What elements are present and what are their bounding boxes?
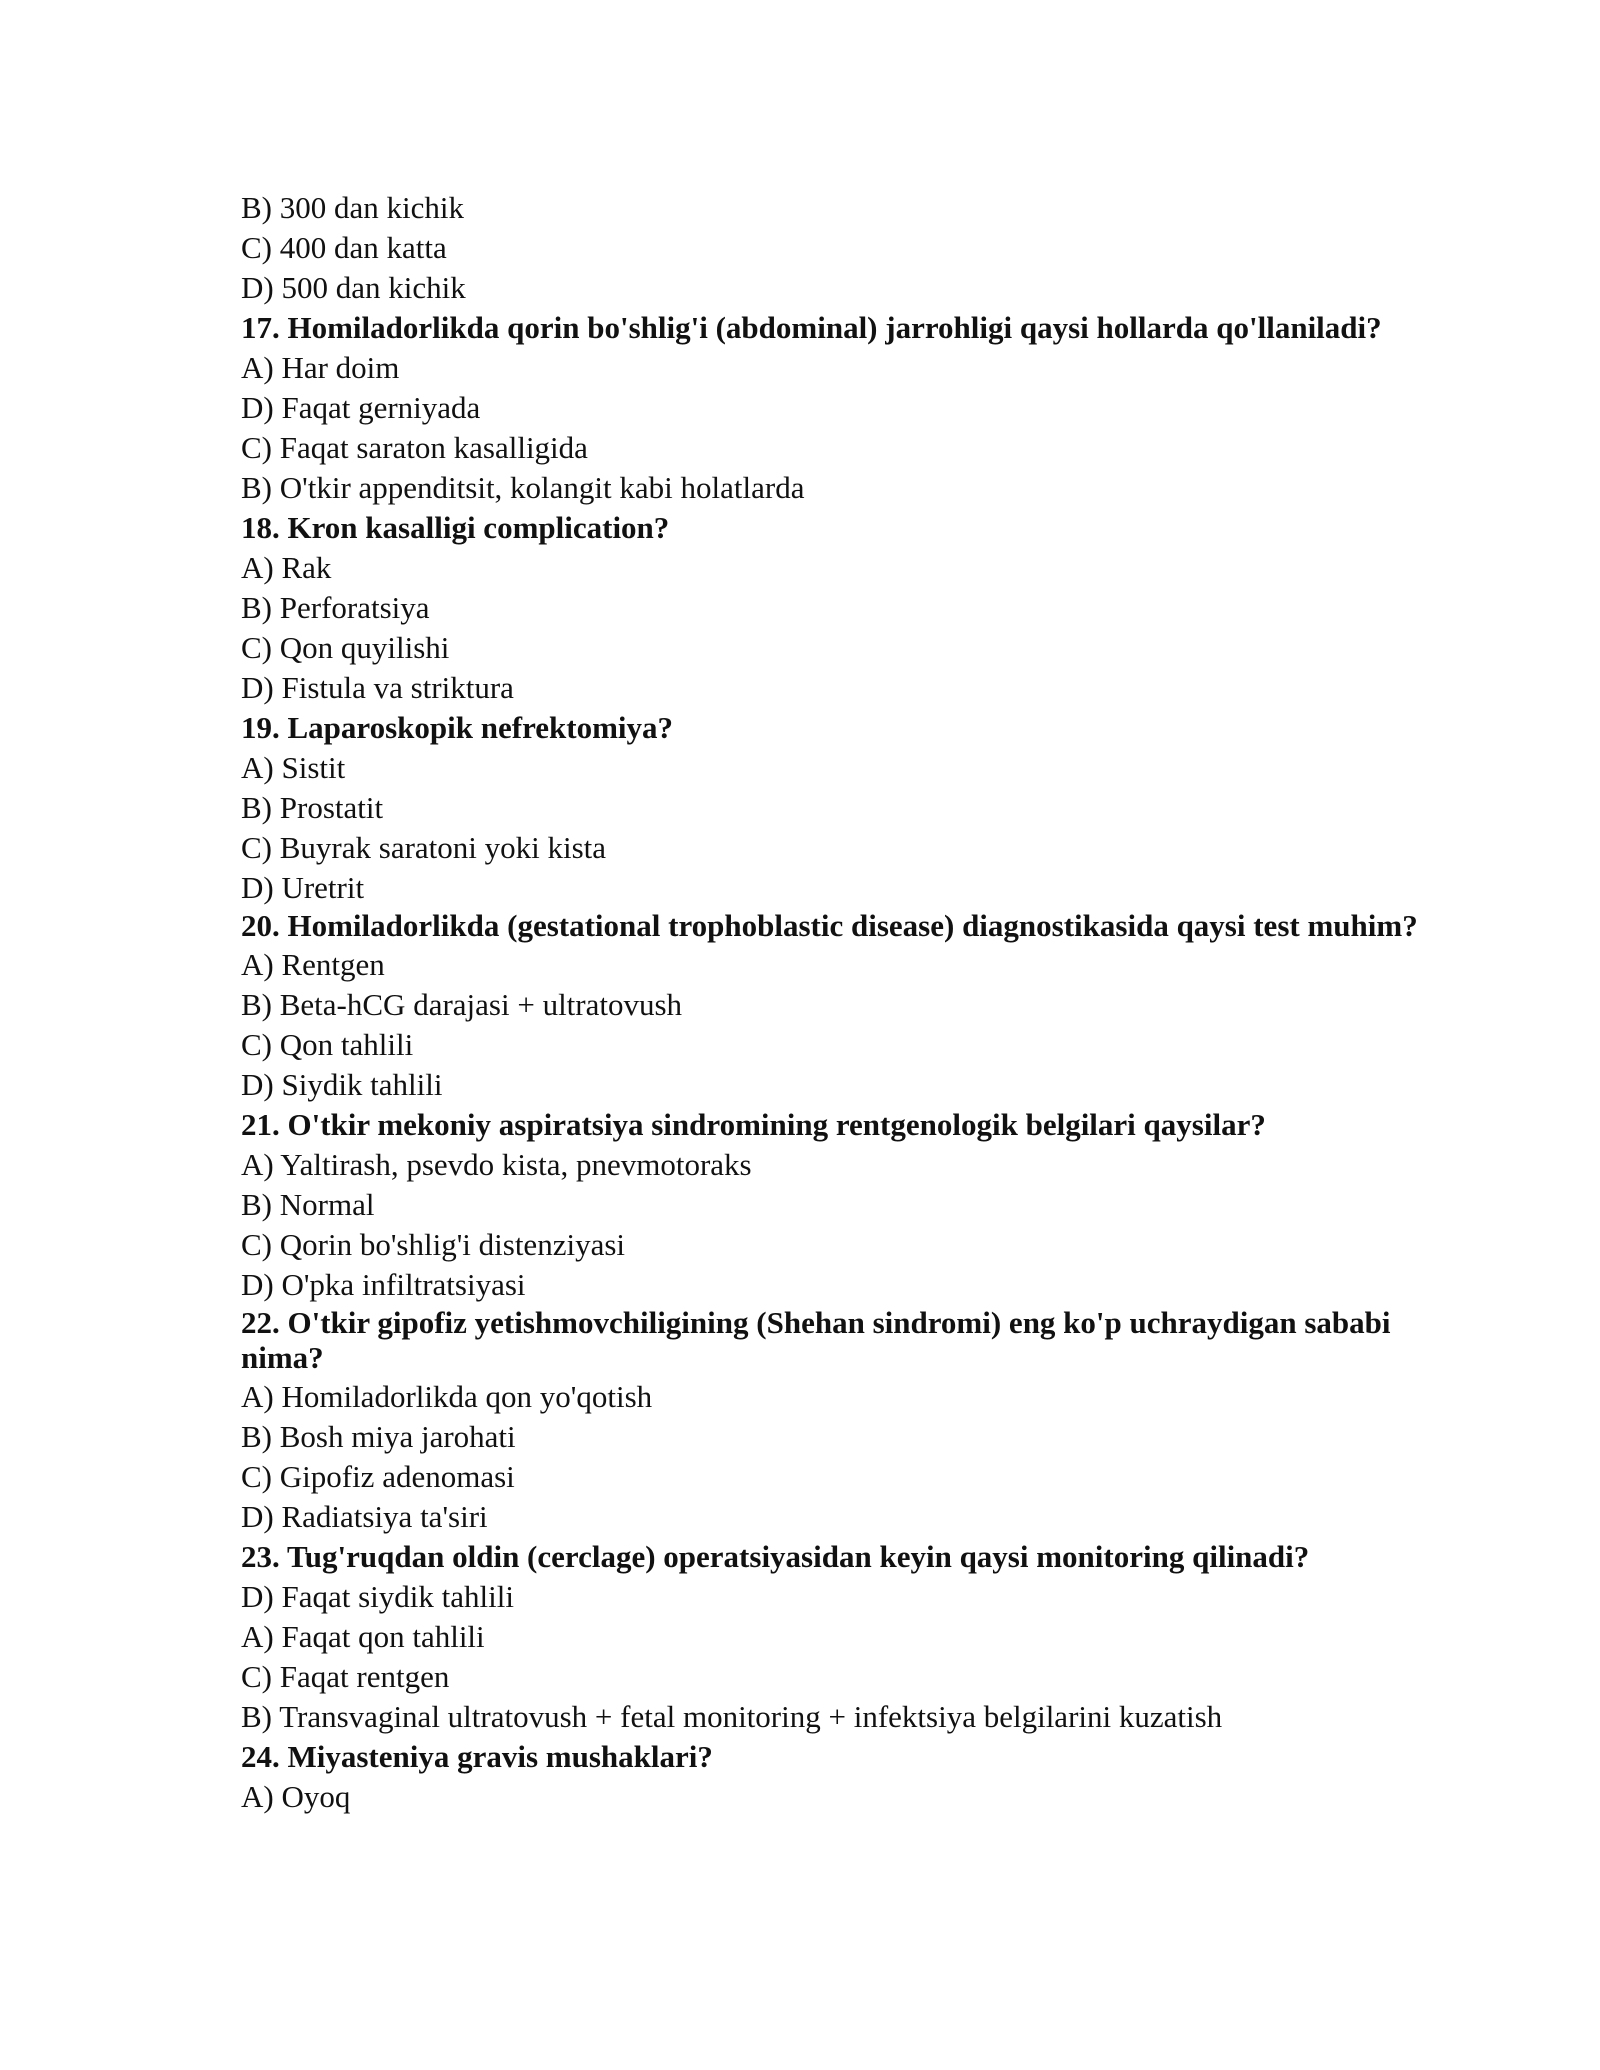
answer-option: A) Rentgen <box>241 947 385 982</box>
answer-option: C) Faqat rentgen <box>241 1659 450 1694</box>
answer-option: D) Radiatsiya ta'siri <box>241 1499 488 1534</box>
answer-option: A) Homiladorlikda qon yo'qotish <box>241 1379 653 1414</box>
answer-option: A) Har doim <box>241 350 400 385</box>
answer-option: D) Fistula va striktura <box>241 670 514 705</box>
question-heading: 18. Kron kasalligi complication? <box>241 510 670 545</box>
answer-option: D) Uretrit <box>241 870 365 905</box>
answer-option: D) O'pka infiltratsiyasi <box>241 1267 526 1302</box>
question-heading: 17. Homiladorlikda qorin bo'shlig'i (abdominal) jarrohligi qaysi hollarda qo'llaniladi? <box>241 310 1382 345</box>
question-heading: 22. O'tkir gipofiz yetishmovchiligining (Shehan sindromi) eng ko'p uchraydigan sababi nima? <box>241 1305 1391 1375</box>
answer-option: B) Perforatsiya <box>241 590 430 625</box>
answer-option: B) Bosh miya jarohati <box>241 1419 516 1454</box>
answer-option: C) Buyrak saratoni yoki kista <box>241 830 607 865</box>
answer-option: C) Qon quyilishi <box>241 630 450 665</box>
answer-option: B) Beta-hCG darajasi + ultratovush <box>241 987 683 1022</box>
answer-option: B) Prostatit <box>241 790 384 825</box>
question-heading: 21. O'tkir mekoniy aspiratsiya sindromining rentgenologik belgilari qaysilar? <box>241 1107 1266 1142</box>
answer-option: C) Gipofiz adenomasi <box>241 1459 515 1494</box>
answer-option: A) Oyoq <box>241 1779 351 1814</box>
answer-option: A) Faqat qon tahlili <box>241 1619 485 1654</box>
question-heading: 20. Homiladorlikda (gestational trophoblastic disease) diagnostikasida qaysi test muhim? <box>241 908 1418 943</box>
document-page <box>241 188 1441 1817</box>
answer-option: A) Rak <box>241 550 332 585</box>
answer-option: A) Yaltirash, psevdo kista, pnevmotoraks <box>241 1147 752 1182</box>
answer-option: C) 400 dan katta <box>241 230 447 265</box>
answer-option: C) Faqat saraton kasalligida <box>241 430 588 465</box>
answer-option: D) Siydik tahlili <box>241 1067 443 1102</box>
question-heading: 24. Miyasteniya gravis mushaklari? <box>241 1739 713 1774</box>
question-heading: 19. Laparoskopik nefrektomiya? <box>241 710 674 745</box>
answer-option: A) Sistit <box>241 750 346 785</box>
answer-option: D) 500 dan kichik <box>241 270 466 305</box>
answer-option: B) Transvaginal ultratovush + fetal monitoring + infektsiya belgilarini kuzatish <box>241 1699 1223 1734</box>
question-heading: 23. Tug'ruqdan oldin (cerclage) operatsiyasidan keyin qaysi monitoring qilinadi? <box>241 1539 1310 1574</box>
answer-option: C) Qorin bo'shlig'i distenziyasi <box>241 1227 626 1262</box>
answer-option: D) Faqat siydik tahlili <box>241 1579 514 1614</box>
answer-option: B) 300 dan kichik <box>241 190 464 225</box>
answer-option: C) Qon tahlili <box>241 1027 414 1062</box>
answer-option: D) Faqat gerniyada <box>241 390 481 425</box>
answer-option: B) O'tkir appenditsit, kolangit kabi holatlarda <box>241 470 805 505</box>
answer-option: B) Normal <box>241 1187 375 1222</box>
